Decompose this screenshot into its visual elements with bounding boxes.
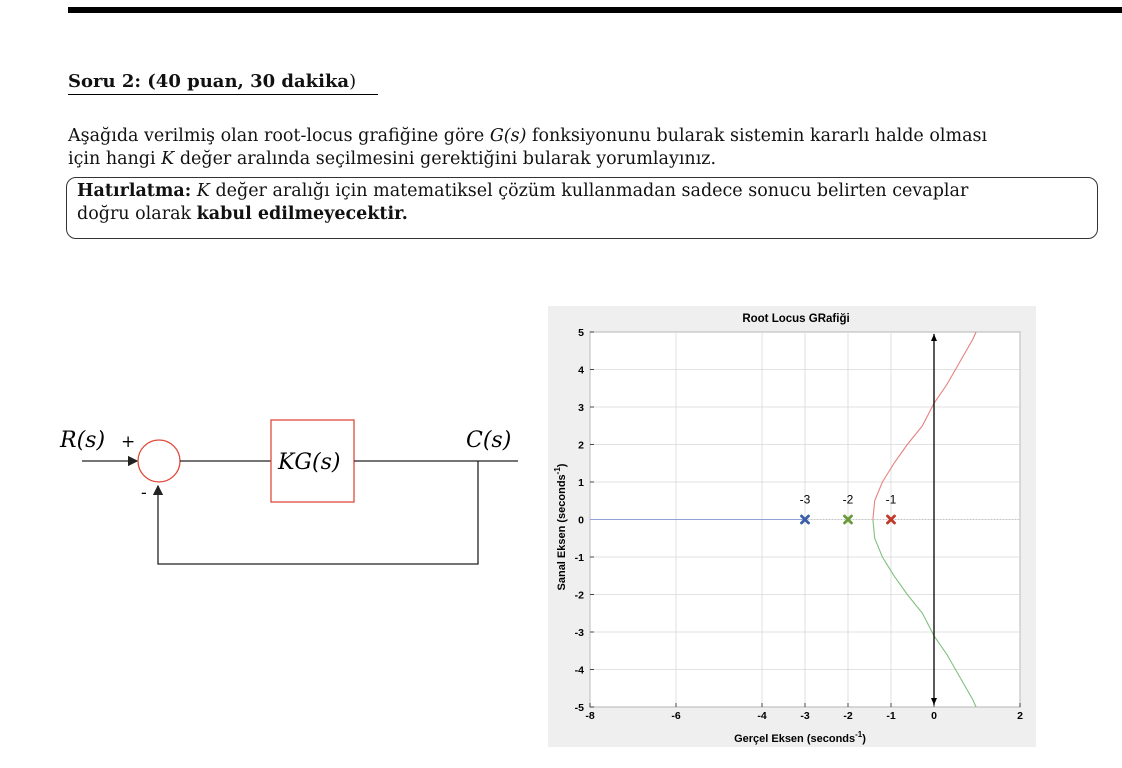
y-tick-label: -2: [574, 589, 584, 602]
input-label: R(s): [60, 428, 106, 453]
pole-label: -1: [885, 492, 897, 507]
pole-label: -2: [842, 492, 854, 507]
reminder-line-1: Hatırlatma: K değer aralığı için matematiksel çözüm kullanmadan sadece sonucu belirten cevaplar: [77, 181, 969, 201]
x-axis-label: Gerçel Eksen (seconds$^{-1}$): [734, 730, 866, 745]
x-tick-label: 0: [931, 710, 937, 722]
y-tick-label: 5: [578, 327, 584, 339]
top-rule: [68, 7, 1122, 13]
question-title: Soru 2: (40 puan, 30 dakika): [68, 71, 378, 95]
y-tick-label: -1: [574, 552, 584, 564]
question-line-1: Aşağıda verilmiş olan root-locus grafiğine göre G(s) fonksiyonunu bularak sistemin kararlı halde olması: [68, 126, 988, 146]
y-tick-label: 2: [578, 439, 584, 452]
root-locus-panel: [548, 306, 1036, 747]
reminder-line-2: doğru olarak kabul edilmeyecektir.: [77, 204, 408, 224]
y-tick-label: -3: [574, 627, 584, 639]
pole-label: -3: [799, 492, 811, 507]
summing-junction: [138, 440, 180, 482]
x-tick-label: -4: [757, 710, 767, 722]
x-tick-label: 2: [1017, 710, 1023, 722]
y-tick-label: 1: [578, 477, 584, 489]
block-diagram: [0, 380, 540, 580]
y-tick-label: 3: [578, 402, 584, 414]
reminder-box: [66, 177, 1098, 239]
minus-sign: -: [141, 483, 147, 503]
y-tick-label: 4: [578, 364, 584, 377]
x-tick-label: -3: [800, 710, 810, 722]
x-tick-label: -1: [886, 710, 896, 722]
x-tick-label: -8: [585, 710, 595, 722]
y-tick-label: -4: [574, 664, 584, 677]
transfer-block-label: KG(s): [278, 450, 341, 475]
x-tick-label: -6: [671, 710, 681, 722]
question-text: [68, 125, 1098, 171]
question-line-2: için hangi K değer aralında seçilmesini gerektiğini bularak yorumlayınız.: [68, 149, 717, 169]
y-tick-label: 0: [578, 514, 584, 527]
y-axis-label: Sanal Eksen (seconds$^{-1}$): [553, 463, 568, 591]
plus-sign: +: [121, 432, 136, 452]
chart-title: Root Locus GRafiği: [742, 313, 850, 325]
x-tick-label: -2: [843, 710, 853, 722]
root-locus-chart: [548, 306, 1036, 747]
y-tick-label: -5: [574, 702, 584, 714]
output-label: C(s): [466, 428, 512, 453]
